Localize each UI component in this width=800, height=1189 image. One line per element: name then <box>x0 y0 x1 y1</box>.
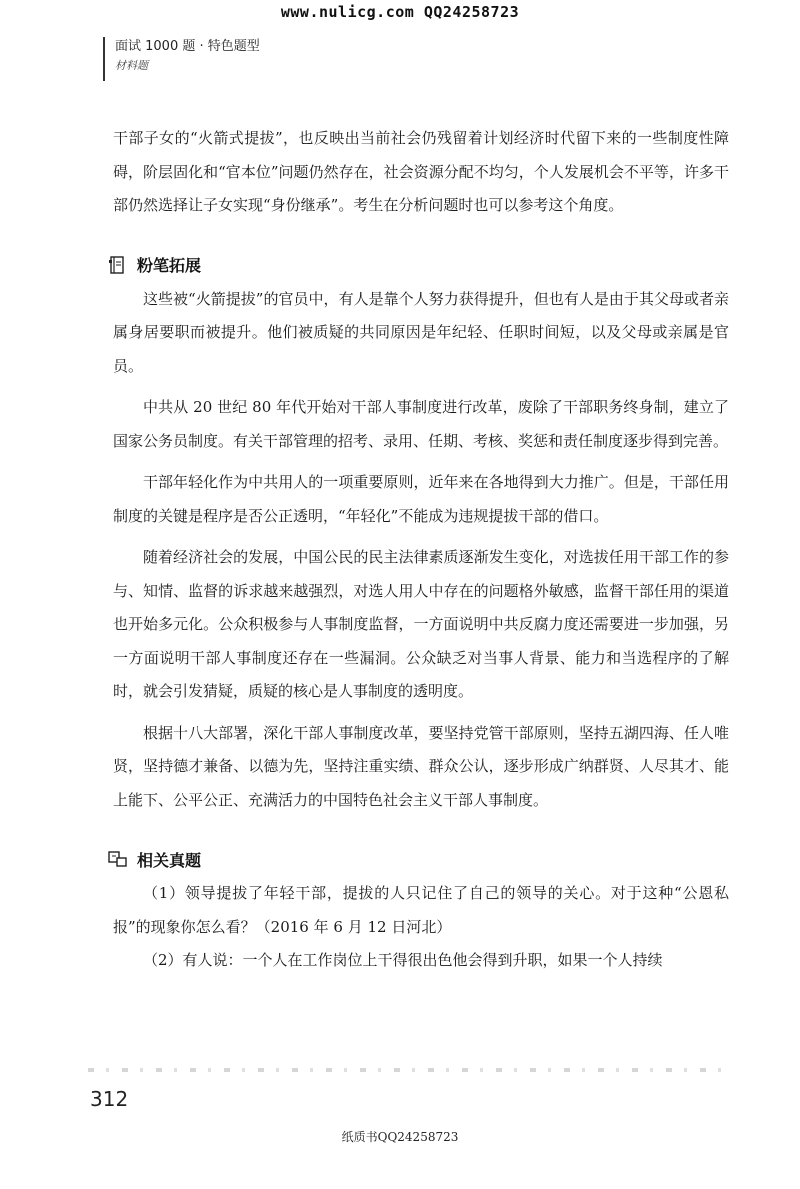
running-head <box>103 37 260 81</box>
page-number: 312 <box>90 1087 129 1111</box>
extension-paragraph: 中共从 20 世纪 80 年代开始对干部人事制度进行改革，废除了干部职务终身制，建立了国家公务员制度。有关干部管理的招考、录用、任期、考核、奖惩和责任制度逐步得到完善。 <box>113 398 729 450</box>
related-question: （2）有人说：一个人在工作岗位上干得很出色他会得到升职，如果一个人持续 <box>143 951 663 969</box>
section-label: 材料题 <box>115 59 148 72</box>
intro-paragraph: 干部子女的“火箭式提拔”，也反映出当前社会仍残留着计划经济时代留下来的一些制度性障碍，阶层固化和“官本位”问题仍然存在，社会资源分配不均匀，个人发展机会不平等，许多干部仍然选择让子女实现“身份继承”。考生在分析问题时也可以参考这个角度。 <box>113 129 729 214</box>
section-related-heading <box>113 843 729 875</box>
related-question: （1）领导提拔了年轻干部，提拔的人只记住了自己的领导的关心。对于这种“公恩私报”的现象你怎么看？（2016 年 6 月 12 日河北） <box>113 884 729 936</box>
section-related-title: 相关真题 <box>137 850 202 870</box>
watermark-bottom: 纸质书QQ24258723 <box>341 1130 459 1144</box>
section-extension-heading <box>113 249 729 281</box>
watermark-top: www.nulicg.com QQ24258723 <box>280 3 520 21</box>
question-icon <box>107 848 129 870</box>
extension-paragraph: 这些被“火箭提拔”的官员中，有人是靠个人努力获得提升，但也有人是由于其父母或者亲属身居要职而被提升。他们被质疑的共同原因是年纪轻、任职时间短，以及父母或亲属是官员。 <box>113 289 729 375</box>
book-title: 面试 1000 题 · 特色题型 <box>115 39 260 54</box>
scan-artifact-line <box>88 1068 728 1072</box>
book-icon <box>107 254 129 276</box>
section-extension-title: 粉笔拓展 <box>137 256 202 275</box>
extension-paragraph: 干部年轻化作为中共用人的一项重要原则，近年来在各地得到大力推广。但是，干部任用制度的关键是程序是否公正透明，“年轻化”不能成为违规提拔干部的借口。 <box>113 473 729 525</box>
extension-paragraph: 随着经济社会的发展，中国公民的民主法律素质逐渐发生变化，对选拔任用干部工作的参与、知情、监督的诉求越来越强烈，对选人用人中存在的问题格外敏感，监督干部任用的渠道也开始多元化。公众积极参与人事制度监督，一方面说明中共反腐力度还需要进一步加强，另一方面说明干部人事制度还存在一些漏洞。公众缺乏对当事人背景、能力和当选程序的了解时，就会引发猜疑，质疑的核心是人事制度的透明度。 <box>113 548 729 700</box>
main-content <box>113 122 729 978</box>
extension-paragraph: 根据十八大部署，深化干部人事制度改革，要坚持党管干部原则，坚持五湖四海、任人唯贤，坚持德才兼备、以德为先，坚持注重实绩、群众公认，逐步形成广纳群贤、人尽其才、能上能下、公平公正、充满活力的中国特色社会主义干部人事制度。 <box>113 723 729 809</box>
